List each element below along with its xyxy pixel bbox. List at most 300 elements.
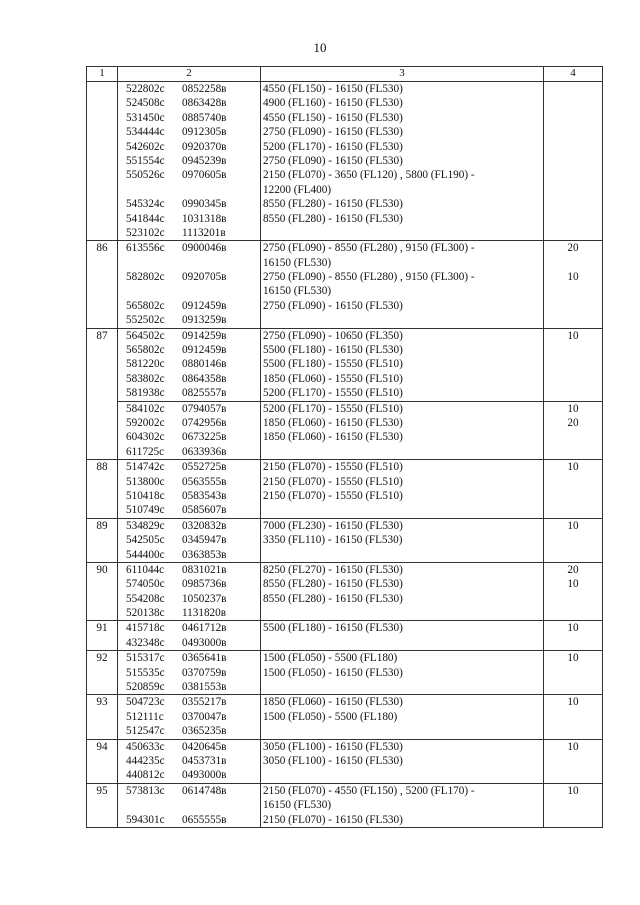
coordinate-pair: [126, 768, 260, 782]
table-row: [87, 739, 603, 783]
value: [544, 445, 602, 459]
coordinate-pair: [126, 724, 260, 738]
value: [544, 256, 602, 270]
coordinate-pair: [126, 111, 260, 125]
altitude-range-cell: [261, 783, 544, 827]
altitude-range: 1500 (FL050) - 5500 (FL180): [263, 710, 398, 723]
longitude-code: 0990345в: [182, 198, 227, 211]
latitude-code: 594301с: [126, 813, 165, 826]
value: [544, 386, 602, 400]
value: [544, 183, 602, 197]
coordinate-pair: [126, 475, 260, 489]
table-row: [87, 562, 603, 621]
latitude-code: 611044с: [126, 563, 165, 576]
value: 10: [567, 696, 579, 709]
coordinate-pair: [126, 416, 260, 430]
altitude-range: 1850 (FL060) - 16150 (FL530): [263, 696, 403, 709]
value: [544, 357, 602, 371]
altitude-range: [263, 680, 543, 694]
value-cell: [544, 695, 603, 739]
value-list: [544, 519, 602, 562]
coordinates-list: [118, 621, 260, 650]
coordinate-pair: [126, 343, 260, 357]
latitude-code: 520859с: [126, 681, 165, 694]
coordinate-pair: [126, 329, 260, 343]
latitude-code: 611725с: [126, 445, 165, 458]
longitude-code: 0864358в: [182, 372, 227, 385]
coordinates-list: [118, 329, 260, 401]
altitude-range: 8550 (FL280) - 16150 (FL530): [263, 212, 403, 225]
value: 10: [567, 622, 579, 635]
coordinates-list: [118, 241, 260, 327]
value: [544, 724, 602, 738]
altitude-range: 1500 (FL050) - 16150 (FL530): [263, 666, 403, 679]
longitude-code: 0863428в: [182, 97, 227, 110]
coordinate-pair: [126, 197, 260, 211]
value-list: [544, 695, 602, 738]
value: [544, 154, 602, 168]
altitude-range: 1850 (FL060) - 16150 (FL530): [263, 431, 403, 444]
longitude-code: 0900046в: [182, 242, 227, 255]
value: 20: [567, 563, 579, 576]
value-cell: [544, 82, 603, 241]
longitude-code: 1031318в: [182, 212, 227, 225]
longitude-code: 0912459в: [182, 344, 227, 357]
value: 10: [567, 784, 579, 797]
altitude-range: [263, 503, 543, 517]
table-row: [87, 82, 603, 241]
group-number: 93: [87, 695, 118, 739]
longitude-code: 0920370в: [182, 140, 227, 153]
altitude-range-cell: [261, 518, 544, 562]
longitude-code: 0381553в: [182, 681, 227, 694]
coordinate-pair: [126, 680, 260, 694]
latitude-code: 515535с: [126, 666, 165, 679]
table-header-row: [87, 67, 603, 82]
coordinate-pair: [126, 519, 260, 533]
longitude-code: 0920705в: [182, 271, 227, 284]
value: [544, 197, 602, 211]
altitude-range: [263, 724, 543, 738]
altitude-range-cell: [261, 651, 544, 695]
coordinate-pair: [126, 813, 260, 827]
coordinate-pair: [126, 372, 260, 386]
longitude-code: 0852258в: [182, 83, 227, 95]
latitude-code: 504723с: [126, 696, 165, 709]
coordinates-table: [86, 66, 603, 828]
altitude-range: 5500 (FL180) - 16150 (FL530): [263, 622, 403, 635]
longitude-code: 0633936в: [182, 445, 227, 458]
latitude-code: 574050с: [126, 578, 165, 591]
latitude-code: 534444с: [126, 126, 165, 139]
altitude-range-cell: [261, 82, 544, 241]
group-number: 91: [87, 621, 118, 651]
longitude-code: 0320832в: [182, 519, 227, 532]
value: [544, 430, 602, 444]
longitude-code: 1113201в: [182, 226, 226, 239]
coordinate-pair: [126, 489, 260, 503]
longitude-code: 0365235в: [182, 725, 227, 738]
value: [544, 754, 602, 768]
coordinates-cell: [118, 562, 261, 621]
altitude-list: [261, 82, 543, 240]
value: [544, 82, 602, 96]
latitude-code: 565802с: [126, 344, 165, 357]
value-cell: [544, 241, 603, 328]
table-row: [87, 241, 603, 328]
value: [544, 299, 602, 313]
coordinate-pair: [126, 256, 260, 270]
longitude-code: 0461712в: [182, 622, 227, 635]
value: [544, 606, 602, 620]
coordinate-pair: [126, 357, 260, 371]
value-cell: [544, 460, 603, 519]
longitude-code: 0493000в: [182, 636, 227, 649]
coordinate-pair: [126, 563, 260, 577]
altitude-range: 2150 (FL070) - 3650 (FL120) , 5800 (FL190) -: [263, 169, 475, 182]
coordinates-cell: [118, 518, 261, 562]
value-list: [544, 621, 602, 650]
value: [544, 503, 602, 517]
altitude-range: 5500 (FL180) - 15550 (FL510): [263, 358, 403, 371]
value-cell: [544, 518, 603, 562]
coordinate-pair: [126, 592, 260, 606]
longitude-code: 0420645в: [182, 740, 227, 753]
altitude-range: [263, 445, 543, 459]
value: [544, 140, 602, 154]
coordinates-list: [118, 784, 260, 827]
latitude-code: 583802с: [126, 372, 165, 385]
altitude-list: [261, 740, 543, 783]
value: 10: [567, 271, 579, 284]
altitude-range-cell: [261, 695, 544, 739]
altitude-range: 4900 (FL160) - 16150 (FL530): [263, 97, 403, 110]
longitude-code: 0673225в: [182, 431, 227, 444]
coordinates-list: [118, 402, 260, 460]
latitude-code: 432348с: [126, 636, 165, 649]
value: [544, 96, 602, 110]
value: [544, 592, 602, 606]
coordinates-list: [118, 695, 260, 738]
altitude-range: 1850 (FL060) - 15550 (FL510): [263, 372, 403, 385]
coordinate-pair: [126, 386, 260, 400]
coordinates-cell: [118, 739, 261, 783]
altitude-range: 2150 (FL070) - 15550 (FL510): [263, 489, 403, 502]
value: [544, 533, 602, 547]
value: [544, 475, 602, 489]
value-cell: [544, 562, 603, 621]
coordinate-pair: [126, 140, 260, 154]
altitude-range-cell: [261, 328, 544, 401]
value-list: [544, 402, 602, 460]
latitude-code: 541844с: [126, 212, 165, 225]
latitude-code: 604302с: [126, 431, 165, 444]
latitude-code: 440812с: [126, 769, 165, 782]
group-number: 87: [87, 328, 118, 401]
value: 10: [567, 461, 579, 474]
latitude-code: 512111с: [126, 710, 164, 723]
value: [544, 313, 602, 327]
longitude-code: 0585607в: [182, 504, 227, 517]
group-number: 88: [87, 460, 118, 519]
altitude-range: [263, 636, 543, 650]
value-list: [544, 460, 602, 518]
coordinate-pair: [126, 606, 260, 620]
latitude-code: 613556с: [126, 242, 165, 255]
value: [544, 168, 602, 182]
latitude-code: 512547с: [126, 725, 165, 738]
header-col-2: 2: [118, 67, 261, 82]
altitude-list: [261, 563, 543, 621]
latitude-code: 522802с: [126, 83, 165, 95]
table-row: [87, 460, 603, 519]
altitude-list: [261, 519, 543, 562]
altitude-range: 16150 (FL530): [263, 799, 332, 812]
longitude-code: 0885740в: [182, 111, 227, 124]
header-col-3: 3: [261, 67, 544, 82]
group-number: [87, 82, 118, 241]
altitude-range: 7000 (FL230) - 16150 (FL530): [263, 519, 403, 532]
coordinate-pair: [126, 284, 260, 298]
latitude-code: 554208с: [126, 592, 165, 605]
latitude-code: 520138с: [126, 607, 165, 620]
coordinate-pair: [126, 226, 260, 240]
coordinates-list: [118, 82, 260, 240]
coordinates-cell: [118, 82, 261, 241]
value: [544, 636, 602, 650]
longitude-code: 0655555в: [182, 813, 227, 826]
latitude-code: 544400с: [126, 548, 165, 561]
latitude-code: 415718с: [126, 622, 165, 635]
coordinate-pair: [126, 740, 260, 754]
altitude-range: 8550 (FL280) - 16150 (FL530): [263, 198, 403, 211]
table-row: [87, 518, 603, 562]
latitude-code: 510418с: [126, 489, 165, 502]
coordinate-pair: [126, 548, 260, 562]
coordinates-list: [118, 740, 260, 783]
longitude-code: 0493000в: [182, 769, 227, 782]
latitude-code: 545324с: [126, 198, 165, 211]
altitude-range: 12200 (FL400): [263, 183, 332, 196]
latitude-code: 515317с: [126, 652, 165, 665]
altitude-range: 2750 (FL090) - 8550 (FL280) , 9150 (FL300) -: [263, 271, 475, 284]
value: 10: [567, 578, 579, 591]
coordinate-pair: [126, 402, 260, 416]
altitude-range: 3050 (FL100) - 16150 (FL530): [263, 754, 403, 767]
longitude-code: 0370047в: [182, 710, 227, 723]
altitude-range: 2750 (FL090) - 16150 (FL530): [263, 299, 403, 312]
value-cell: [544, 621, 603, 651]
group-number: 92: [87, 651, 118, 695]
altitude-range: 1500 (FL050) - 5500 (FL180): [263, 652, 398, 665]
longitude-code: 1050237в: [182, 592, 227, 605]
altitude-range-cell: [261, 241, 544, 328]
table-row: [87, 328, 603, 401]
altitude-range: 3050 (FL100) - 16150 (FL530): [263, 740, 403, 753]
value: [544, 710, 602, 724]
coordinate-pair: [126, 445, 260, 459]
altitude-list: [261, 329, 543, 401]
value: 10: [567, 740, 579, 753]
header-col-4: 4: [544, 67, 603, 82]
altitude-list: [261, 695, 543, 738]
coordinates-cell: [118, 621, 261, 651]
coordinate-pair: [126, 96, 260, 110]
coordinate-pair: [126, 710, 260, 724]
altitude-range: 5200 (FL170) - 15550 (FL510): [263, 402, 403, 415]
coordinate-pair: [126, 621, 260, 635]
coordinates-list: [118, 651, 260, 694]
altitude-range-cell: [261, 621, 544, 651]
coordinates-cell: [118, 241, 261, 328]
value-list: [544, 329, 602, 401]
coordinates-cell: [118, 651, 261, 695]
altitude-range: 2750 (FL090) - 8550 (FL280) , 9150 (FL300) -: [263, 242, 475, 255]
page-number: 10: [313, 40, 327, 55]
value: 10: [567, 519, 579, 532]
coordinate-pair: [126, 577, 260, 591]
altitude-range: 5500 (FL180) - 16150 (FL530): [263, 344, 403, 357]
latitude-code: 584102с: [126, 402, 165, 415]
coordinate-pair: [126, 168, 260, 182]
value: 10: [567, 402, 579, 415]
altitude-range: 2150 (FL070) - 15550 (FL510): [263, 461, 403, 474]
value: [544, 666, 602, 680]
altitude-list: [261, 460, 543, 518]
longitude-code: 0913259в: [182, 314, 227, 327]
longitude-code: 0453731в: [182, 754, 227, 767]
coordinate-pair: [126, 503, 260, 517]
altitude-range: 5200 (FL170) - 15550 (FL510): [263, 387, 403, 400]
longitude-code: 0614748в: [182, 784, 227, 797]
latitude-code: 542505с: [126, 534, 165, 547]
group-number: 89: [87, 518, 118, 562]
latitude-code: 592002с: [126, 416, 165, 429]
altitude-range: 2750 (FL090) - 16150 (FL530): [263, 154, 403, 167]
longitude-code: 0345947в: [182, 534, 227, 547]
altitude-range-cell: [261, 739, 544, 783]
latitude-code: 552502с: [126, 314, 165, 327]
longitude-code: 0355217в: [182, 696, 227, 709]
coordinate-pair: [126, 299, 260, 313]
value: [544, 680, 602, 694]
group-number: 90: [87, 562, 118, 621]
value-cell: [544, 401, 603, 460]
altitude-range: 16150 (FL530): [263, 256, 332, 269]
group-number: 94: [87, 739, 118, 783]
longitude-code: 0552725в: [182, 461, 227, 474]
latitude-code: 565802с: [126, 299, 165, 312]
coordinate-pair: [126, 270, 260, 284]
latitude-code: 444235с: [126, 754, 165, 767]
coordinate-pair: [126, 125, 260, 139]
coordinates-cell: [118, 783, 261, 827]
latitude-code: 514742с: [126, 461, 165, 474]
coordinate-pair: [126, 784, 260, 798]
table-row: [87, 401, 603, 460]
value: [544, 813, 602, 827]
coordinate-pair: [126, 651, 260, 665]
coordinates-list: [118, 563, 260, 621]
altitude-range: [263, 548, 543, 562]
coordinate-pair: [126, 212, 260, 226]
altitude-range: 2750 (FL090) - 10650 (FL350): [263, 329, 403, 342]
longitude-code: 0970605в: [182, 169, 227, 182]
longitude-code: 0563555в: [182, 475, 227, 488]
coordinate-pair: [126, 183, 260, 197]
value: [544, 343, 602, 357]
coordinate-pair: [126, 666, 260, 680]
value: [544, 548, 602, 562]
coordinates-list: [118, 460, 260, 518]
coordinate-pair: [126, 82, 260, 96]
longitude-code: 0742956в: [182, 416, 227, 429]
value: [544, 226, 602, 240]
altitude-range: 8550 (FL280) - 16150 (FL530): [263, 578, 403, 591]
value: [544, 212, 602, 226]
value-list: [544, 651, 602, 694]
value: [544, 798, 602, 812]
value-cell: [544, 328, 603, 401]
coordinate-pair: [126, 798, 260, 812]
value: [544, 372, 602, 386]
latitude-code: 551554с: [126, 154, 165, 167]
group-number: 86: [87, 241, 118, 328]
table-row: [87, 783, 603, 827]
altitude-range: 2150 (FL070) - 16150 (FL530): [263, 813, 403, 826]
altitude-range: 2150 (FL070) - 4550 (FL150) , 5200 (FL170) -: [263, 784, 475, 797]
value: [544, 768, 602, 782]
longitude-code: 0365641в: [182, 652, 227, 665]
coordinate-pair: [126, 754, 260, 768]
altitude-list: [261, 621, 543, 650]
altitude-range: 2150 (FL070) - 15550 (FL510): [263, 475, 403, 488]
altitude-range: 16150 (FL530): [263, 285, 332, 298]
coordinate-pair: [126, 636, 260, 650]
value-cell: [544, 651, 603, 695]
value: [544, 125, 602, 139]
altitude-list: [261, 402, 543, 460]
value: 10: [567, 329, 579, 342]
latitude-code: 581938с: [126, 387, 165, 400]
value: [544, 284, 602, 298]
longitude-code: 1131820в: [182, 607, 227, 620]
altitude-range: 4550 (FL150) - 16150 (FL530): [263, 111, 403, 124]
coordinate-pair: [126, 241, 260, 255]
value-list: [544, 563, 602, 621]
latitude-code: 524508с: [126, 97, 165, 110]
altitude-list: [261, 784, 543, 827]
latitude-code: 531450с: [126, 111, 165, 124]
altitude-range: [263, 313, 543, 327]
latitude-code: 581220с: [126, 358, 165, 371]
longitude-code: 0794057в: [182, 402, 227, 415]
coordinate-pair: [126, 154, 260, 168]
group-number: 95: [87, 783, 118, 827]
latitude-code: 510749с: [126, 504, 165, 517]
longitude-code: 0880146в: [182, 358, 227, 371]
coordinates-list: [118, 519, 260, 562]
coordinates-cell: [118, 460, 261, 519]
value-list: [544, 740, 602, 783]
altitude-range-cell: [261, 562, 544, 621]
latitude-code: 542602с: [126, 140, 165, 153]
coordinates-cell: [118, 695, 261, 739]
value: 10: [567, 652, 579, 665]
latitude-code: 582802с: [126, 271, 165, 284]
altitude-range: 2750 (FL090) - 16150 (FL530): [263, 126, 403, 139]
group-number: [87, 401, 118, 460]
